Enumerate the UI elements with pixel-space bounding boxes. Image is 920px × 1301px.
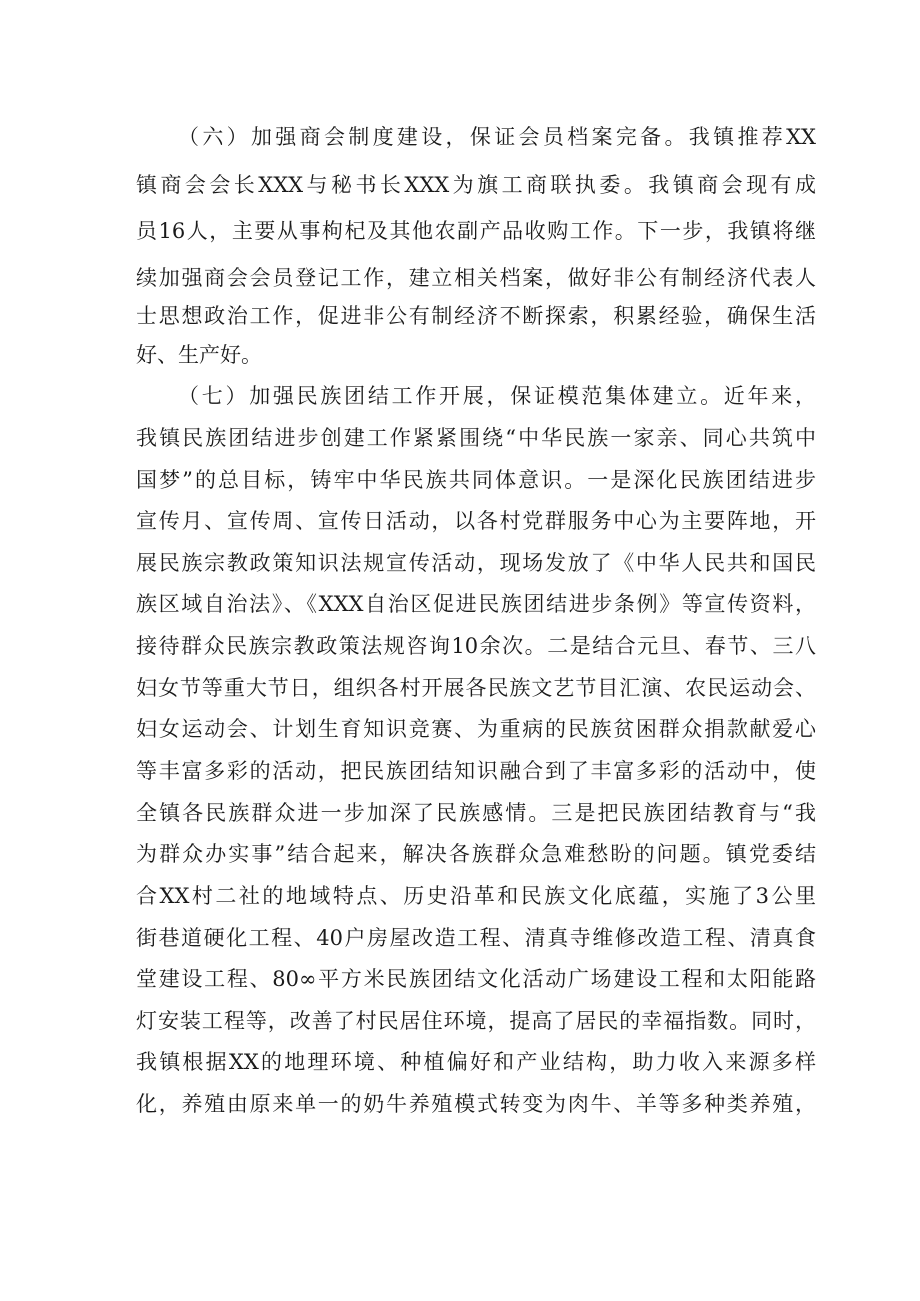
paragraph-6-line: 员16人，主要从事枸杞及其他农副产品收购工作。下一步，我镇将继 bbox=[136, 219, 816, 243]
paragraph-7-line: 宣传月、宣传周、宣传日活动，以各村党群服务中心为主要阵地，开 bbox=[136, 509, 816, 533]
paragraph-7-line: 等丰富多彩的活动，把民族团结知识融合到了丰富多彩的活动中，使 bbox=[136, 759, 816, 783]
paragraph-7-line: 堂建设工程、80∞平方米民族团结文化活动广场建设工程和太阳能路 bbox=[136, 967, 816, 991]
paragraph-7-line: 全镇各民族群众进一步加深了民族感情。三是把民族团结教育与“我 bbox=[136, 801, 816, 825]
paragraph-7-line: 灯安装工程等，改善了村民居住环境，提高了居民的幸福指数。同时， bbox=[136, 1009, 816, 1033]
paragraph-7-line: 接待群众民族宗教政策法规咨询10余次。二是结合元旦、春节、三八 bbox=[136, 634, 816, 658]
paragraph-7-line: 族区域自治法》、《XXX自治区促进民族团结进步条例》等宣传资料， bbox=[136, 592, 816, 616]
paragraph-7-line: 妇女节等重大节日，组织各村开展各民族文艺节目汇演、农民运动会、 bbox=[136, 676, 816, 700]
paragraph-6-line: 镇商会会长XXX与秘书长XXX为旗工商联执委。我镇商会现有成 bbox=[136, 173, 816, 197]
paragraph-6-line: 士思想政治工作，促进非公有制经济不断探索，积累经验，确保生活 bbox=[136, 304, 816, 328]
paragraph-7-line: 妇女运动会、计划生育知识竞赛、为重病的民族贫困群众捐款献爱心 bbox=[136, 717, 816, 741]
paragraph-7-line: 街巷道硬化工程、40户房屋改造工程、清真寺维修改造工程、清真食 bbox=[136, 926, 816, 950]
paragraph-7-line: 合XX村二社的地域特点、历史沿革和民族文化底蕴，实施了3公里 bbox=[136, 884, 816, 908]
paragraph-6-line: （六）加强商会制度建设，保证会员档案完备。我镇推荐XX bbox=[178, 125, 816, 149]
paragraph-6-line: 好、生产好。 bbox=[136, 343, 262, 367]
paragraph-7-line: 展民族宗教政策知识法规宣传活动，现场发放了《中华人民共和国民 bbox=[136, 551, 816, 575]
paragraph-7-line: 为群众办实事”结合起来，解决各族群众急难愁盼的问题。镇党委结 bbox=[136, 842, 816, 866]
paragraph-7-line: （七）加强民族团结工作开展，保证模范集体建立。近年来， bbox=[178, 384, 816, 408]
paragraph-7-line: 化，养殖由原来单一的奶牛养殖模式转变为肉牛、羊等多种类养殖， bbox=[136, 1092, 816, 1116]
paragraph-7-line: 国梦”的总目标，铸牢中华民族共同体意识。一是深化民族团结进步 bbox=[136, 468, 816, 492]
paragraph-6-line: 续加强商会会员登记工作，建立相关档案，做好非公有制经济代表人 bbox=[136, 266, 816, 290]
paragraph-7-line: 我镇民族团结进步创建工作紧紧围绕“中华民族一家亲、同心共筑中 bbox=[136, 426, 816, 450]
paragraph-7-line: 我镇根据XX的地理环境、种植偏好和产业结构，助力收入来源多样 bbox=[136, 1050, 816, 1074]
